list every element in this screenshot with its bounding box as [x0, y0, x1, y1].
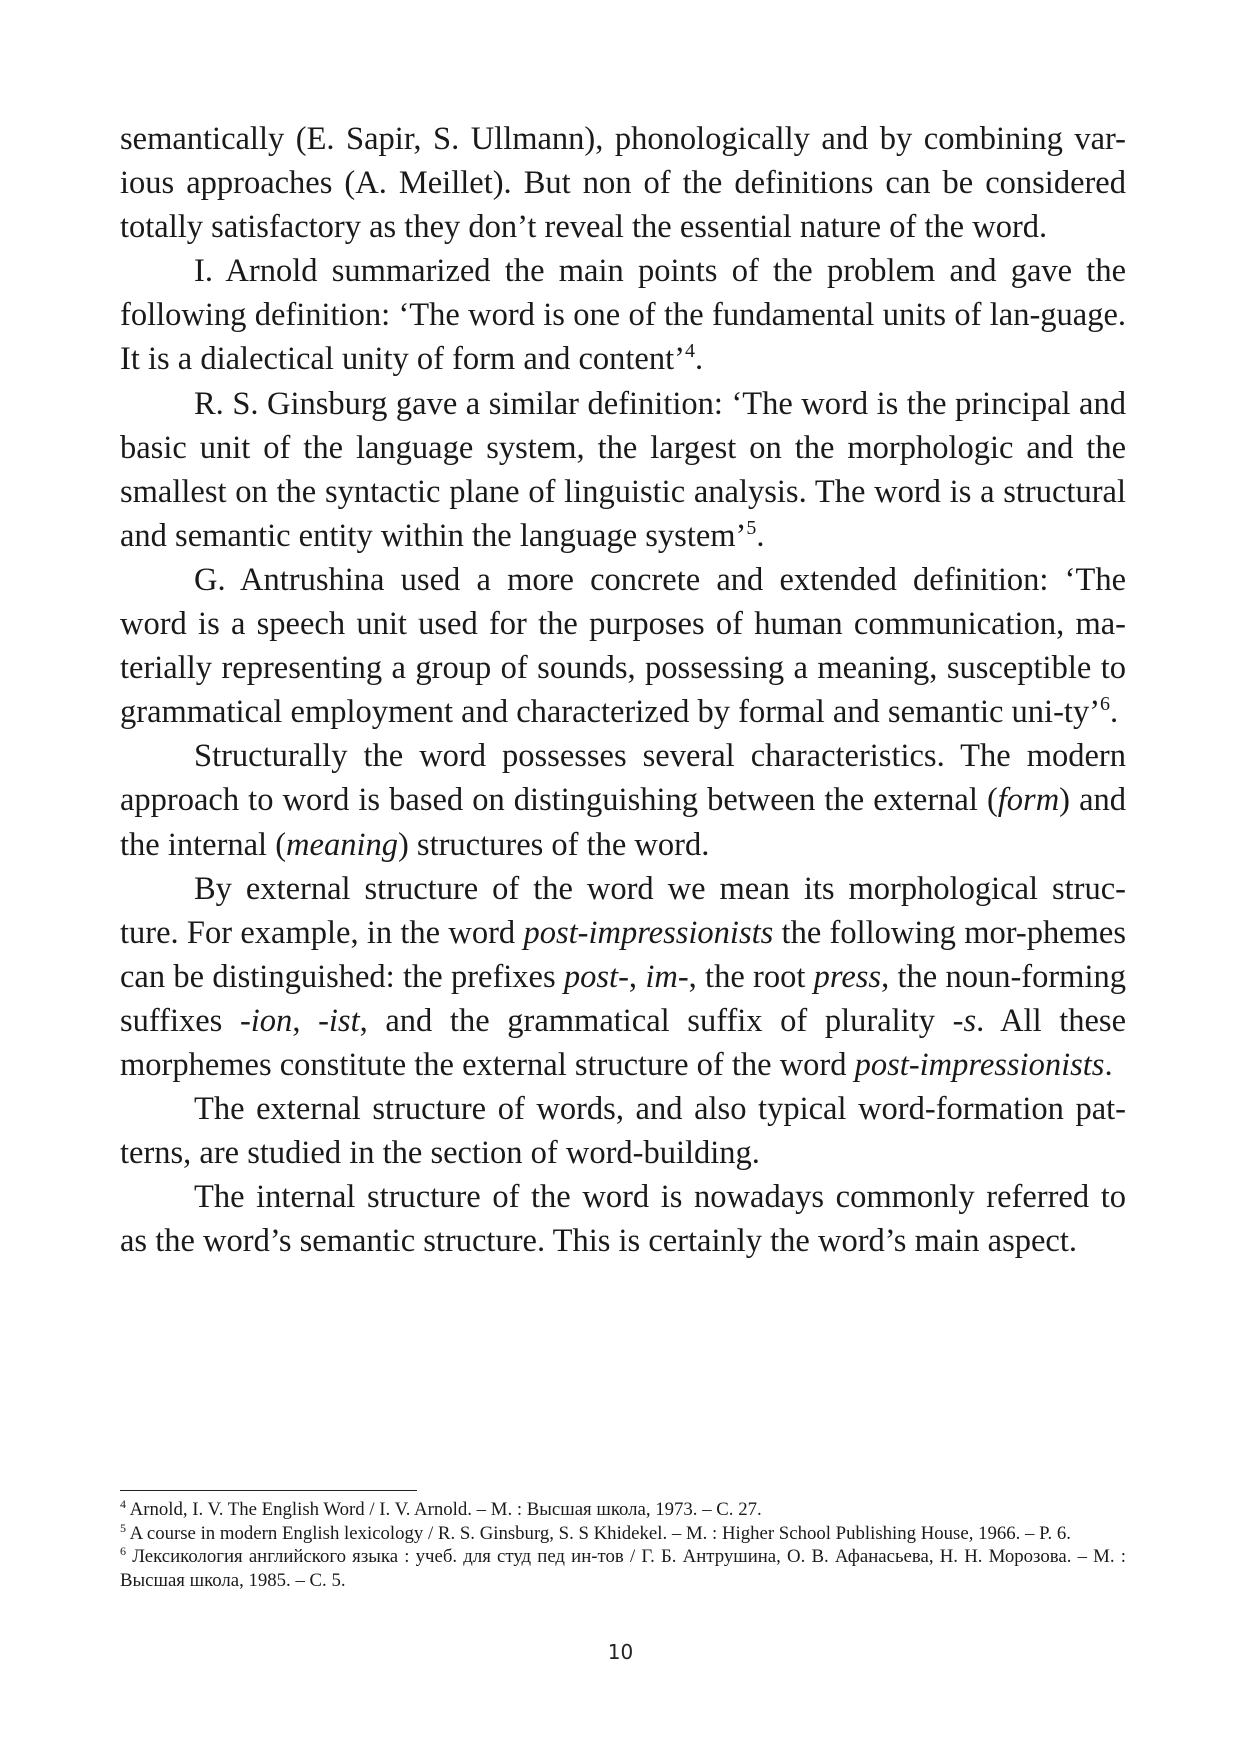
paragraph: G. Antrushina used a more concrete and extended definition: ‘The word is a speech unit used for the purposes of human communication, ma-terially representing a group of sounds, possessing a meaning, susceptible to grammatical employment and characterized by formal and semantic uni-ty’$^6$.	[120, 561, 1126, 731]
italic-term: -ion	[239, 1002, 293, 1039]
paragraph: Structurally the word possesses several characteristics. The modern approach to word is based on distinguishing between the external (form) and the internal (meaning) structures of the word.	[120, 738, 1126, 863]
italic-term: post-	[563, 958, 629, 995]
main-text	[120, 117, 1126, 1263]
footnote-reference: 6	[1100, 693, 1111, 716]
italic-term: press	[813, 958, 882, 995]
italic-term: s	[963, 1002, 977, 1039]
footnote-separator	[120, 1490, 417, 1491]
footnote: $^4$ Arnold, I. V. The English Word / I. V. Arnold. – M. : Высшая школа, 1973. – C. 27.	[120, 1497, 762, 1520]
footnote: $^5$ A course in modern English lexicology / R. S. Ginsburg, S. S Khidekel. – M. : Higher School Publishing House, 1966. – P. 6.	[120, 1520, 1071, 1544]
paragraph: semantically (E. Sapir, S. Ullmann), phonologically and by combining var-ious approaches (A. Meillet). But non of the definitions can be considered totally satisfactory as they don’t reveal the essential nature of the word.	[120, 121, 1126, 246]
footnote-mark: 6	[120, 1544, 126, 1559]
italic-term: -ist	[318, 1002, 360, 1039]
paragraph: R. S. Ginsburg gave a similar definition: ‘The word is the principal and basic unit of the language system, the largest on the morphologic and the smallest on the syntactic plane of linguistic analysis. The word is a structural and semantic entity within the language system’$^5$.	[120, 385, 1126, 554]
page-number: 10	[607, 1640, 634, 1664]
footnote-mark: 4	[120, 1497, 126, 1511]
footnotes	[120, 1498, 1126, 1592]
footnote-mark: 5	[120, 1520, 126, 1535]
paragraph: I. Arnold summarized the main points of the problem and gave the following definition: ‘The word is one of the fundamental units of lan-guage. It is a dialectical unity of form and content’$^4$.	[120, 253, 1126, 378]
italic-term: im-	[645, 958, 689, 995]
italic-term: meaning	[286, 826, 398, 863]
footnote-reference: 4	[684, 340, 695, 363]
footnote: $^6$ Лексикология английского языка : учеб. для студ пед ин-тов / Г. Б. Антрушина, О. В. Афанасьева, Н. Н. Морозова. – М. : Высшая школа, 1985. – С. 5.	[120, 1544, 1126, 1591]
italic-term: post-impressionists	[523, 914, 774, 951]
paragraph: The external structure of words, and also typical word-formation pat-terns, are studied in the section of word-building.	[120, 1091, 1126, 1172]
italic-term: form	[997, 782, 1060, 819]
paragraph: By external structure of the word we mean its morphological struc-ture. For example, in the word post-impressionists the following mor-phemes can be distinguished: the prefixes post-, im-, the root press, the noun-forming suffixes -ion, -ist, and the grammatical suffix of plurality -s. All these morphemes constitute the external structure of the word post-impressionists.	[120, 870, 1127, 1083]
italic-term: post-impressionists	[854, 1046, 1105, 1083]
footnote-reference: 5	[746, 516, 757, 539]
paragraph: The internal structure of the word is nowadays commonly referred to as the word’s semantic structure. This is certainly the word’s main aspect.	[120, 1179, 1126, 1260]
